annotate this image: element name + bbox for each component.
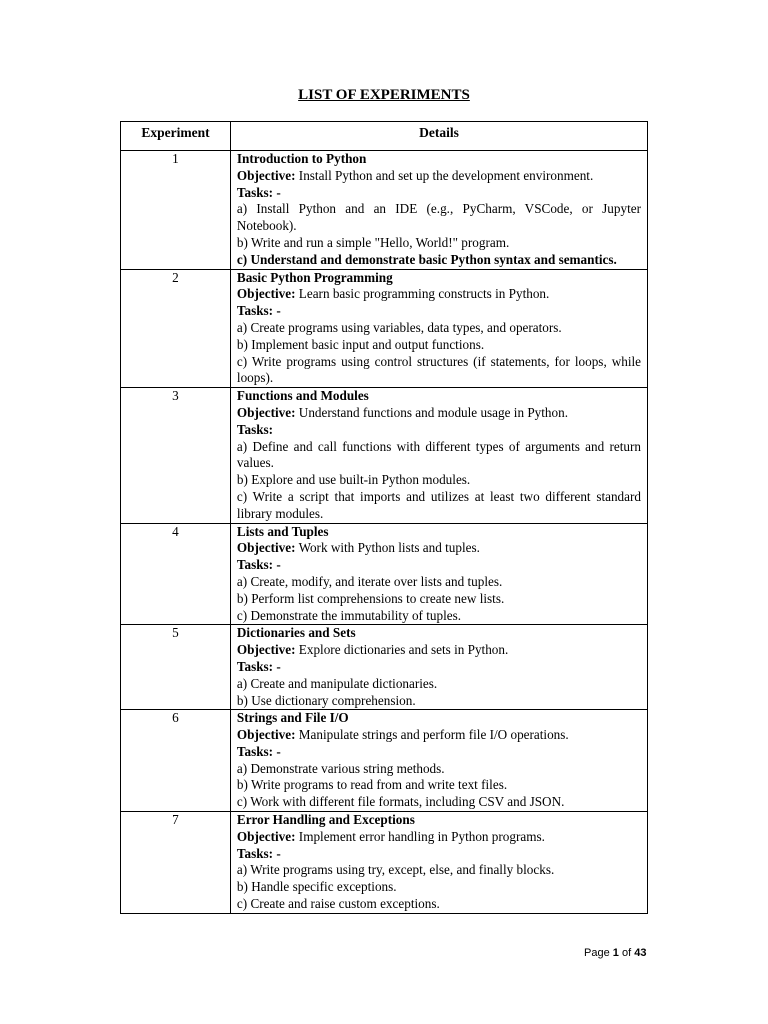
of-label: of	[621, 947, 632, 959]
task-item: b) Explore and use built-in Python modules.	[236, 472, 471, 488]
experiment-number: 3	[121, 388, 231, 523]
experiment-number: 5	[121, 625, 231, 710]
task-item: b) Write programs to read from and write text files.	[236, 777, 508, 793]
table-row	[121, 523, 648, 625]
experiment-details	[230, 151, 647, 270]
objective-text: Install Python and set up the development environment.	[298, 167, 594, 183]
tasks-label: Tasks: -	[236, 303, 281, 319]
experiment-title: Introduction to Python	[236, 151, 367, 166]
task-item: c) Demonstrate the immutability of tuples.	[236, 607, 462, 623]
page-title: LIST OF EXPERIMENTS	[298, 87, 470, 103]
task-item: b) Write and run a simple "Hello, World!" program.	[236, 234, 510, 250]
page-total: 43	[634, 947, 647, 959]
column-header-details: Details	[230, 122, 647, 151]
objective-label: Objective:	[236, 540, 296, 556]
tasks-label: Tasks: -	[236, 658, 281, 674]
experiment-number: 2	[121, 269, 231, 388]
experiment-details	[230, 625, 647, 710]
task-item: a) Demonstrate various string methods.	[236, 760, 445, 776]
page-footer	[584, 947, 646, 959]
task-item: c) Create and raise custom exceptions.	[236, 896, 440, 912]
table-row	[121, 388, 648, 523]
objective-text: Manipulate strings and perform file I/O operations.	[298, 727, 569, 743]
objective-label: Objective:	[236, 828, 296, 844]
table-row	[121, 151, 648, 270]
experiment-details	[230, 710, 647, 812]
page-label: Page	[584, 947, 610, 959]
tasks-label: Tasks:	[236, 421, 274, 437]
objective-line	[237, 286, 641, 303]
objective-text: Implement error handling in Python programs.	[298, 828, 545, 844]
task-item: b) Use dictionary comprehension.	[236, 692, 416, 708]
objective-line	[237, 829, 641, 846]
experiment-number: 1	[121, 151, 231, 270]
tasks-label: Tasks: -	[236, 743, 281, 759]
task-item: a) Create and manipulate dictionaries.	[236, 675, 438, 691]
task-item: b) Implement basic input and output functions.	[236, 336, 485, 352]
experiment-number: 6	[121, 710, 231, 812]
task-item: b) Perform list comprehensions to create new lists.	[236, 590, 505, 606]
objective-text: Understand functions and module usage in Python.	[298, 404, 569, 420]
task-item: a) Install Python and an IDE (e.g., PyCharm, VSCode, or Jupyter Notebook).	[236, 201, 641, 234]
objective-line	[237, 168, 641, 185]
experiment-title: Error Handling and Exceptions	[236, 812, 415, 828]
objective-label: Objective:	[236, 286, 296, 302]
table-row	[121, 269, 648, 388]
table-row	[121, 625, 648, 710]
objective-label: Objective:	[236, 404, 296, 420]
table-row	[121, 812, 648, 914]
task-item: c) Understand and demonstrate basic Python syntax and semantics.	[236, 251, 617, 267]
objective-label: Objective:	[236, 727, 296, 743]
tasks-label: Tasks: -	[236, 845, 281, 861]
objective-line	[237, 727, 641, 744]
experiment-title: Lists and Tuples	[236, 523, 329, 539]
experiment-title: Strings and File I/O	[236, 710, 349, 726]
experiment-details	[230, 388, 647, 523]
experiment-title: Dictionaries and Sets	[236, 625, 356, 641]
objective-text: Explore dictionaries and sets in Python.	[298, 642, 509, 658]
experiments-table	[120, 121, 648, 914]
objective-line	[237, 405, 641, 422]
experiment-title: Functions and Modules	[236, 388, 369, 404]
task-item: a) Create, modify, and iterate over lists and tuples.	[236, 573, 503, 589]
tasks-label: Tasks: -	[236, 184, 281, 200]
task-item: c) Write programs using control structures (if statements, for loops, while loops).	[236, 353, 641, 386]
objective-label: Objective:	[236, 167, 296, 183]
table-row	[121, 710, 648, 812]
objective-label: Objective:	[236, 642, 296, 658]
task-item: a) Define and call functions with different types of arguments and return values.	[236, 438, 641, 471]
objective-text: Learn basic programming constructs in Python.	[298, 286, 550, 302]
experiment-details	[230, 523, 647, 625]
task-item: c) Work with different file formats, including CSV and JSON.	[236, 794, 565, 810]
tasks-label: Tasks: -	[236, 557, 281, 573]
experiment-number: 4	[121, 523, 231, 625]
task-item: b) Handle specific exceptions.	[236, 879, 397, 895]
task-item: c) Write a script that imports and utilizes at least two different standard library modules.	[236, 488, 641, 521]
table-header-row	[121, 122, 648, 151]
task-item: a) Write programs using try, except, else, and finally blocks.	[236, 862, 555, 878]
objective-line	[237, 540, 641, 557]
page-current: 1	[612, 947, 619, 959]
column-header-experiment: Experiment	[121, 122, 231, 151]
objective-line	[237, 642, 641, 659]
experiment-details	[230, 812, 647, 914]
task-item: a) Create programs using variables, data types, and operators.	[236, 319, 562, 335]
experiment-details	[230, 269, 647, 388]
experiment-number: 7	[121, 812, 231, 914]
objective-text: Work with Python lists and tuples.	[298, 540, 480, 556]
experiment-title: Basic Python Programming	[236, 269, 393, 285]
